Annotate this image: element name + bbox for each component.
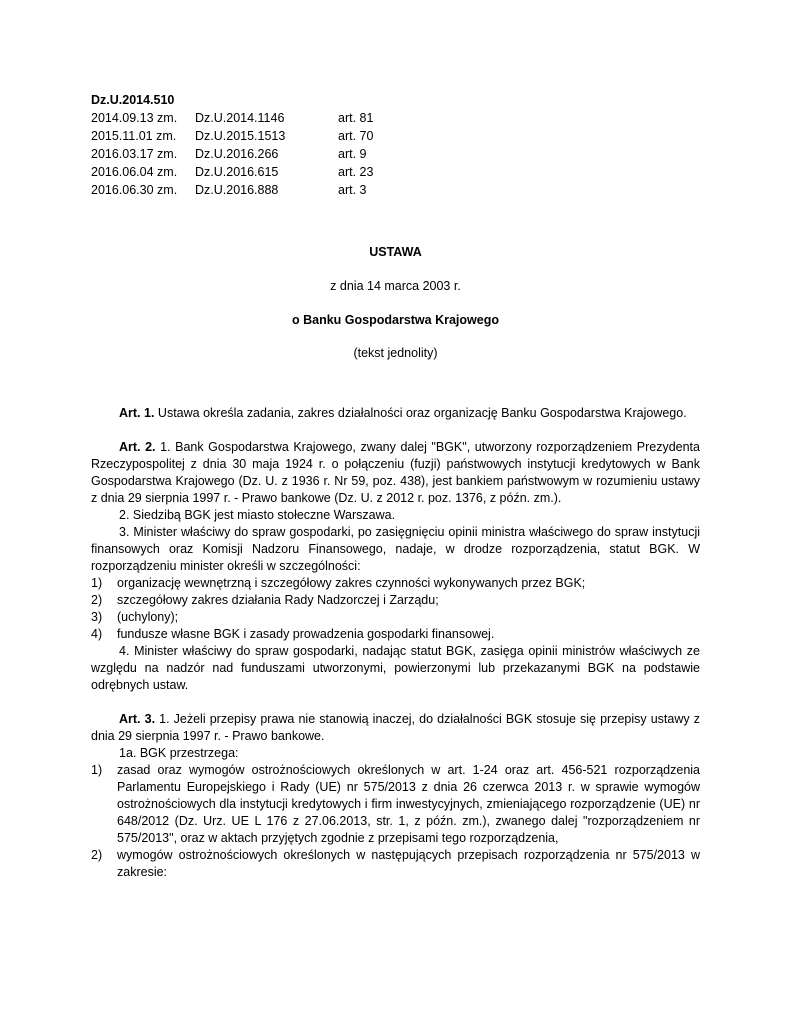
- article-label: Art. 3.: [119, 712, 156, 726]
- article-1: [91, 405, 700, 422]
- article-2-paragraph-3: 3. Minister właściwy do spraw gospodarki, po zasięgnięciu opinii ministra właściwego do spraw instytucji finansowych oraz Komisji Nadzoru Finansowego, nadaje, w drodze rozporządzenia, statut BGK. W rozporządzeniu minister określi w szczególności:: [91, 525, 700, 573]
- article-label: Art. 1.: [119, 406, 155, 420]
- act-date: z dnia 14 marca 2003 r.: [330, 279, 461, 293]
- list-number: 2): [91, 593, 103, 607]
- list-item: [91, 592, 700, 609]
- amendment-row: [91, 146, 418, 164]
- amendment-article: art. 23: [338, 165, 374, 179]
- list-text: zasad oraz wymogów ostrożnościowych określonych w art. 1-24 oraz art. 456-521 rozporządzenia Parlamentu Europejskiego i Rady (UE) nr 575/2013 z dnia 26 czerwca 2013 r. w sprawie wymogów ostrożnościowych dla instytucji kredytowych i firm inwestycyjnych, zmieniającego rozporządzenie (UE) nr 648/2012 (Dz. Urz. UE L 176 z 27.06.2013, str. 1, z późn. zm.), zwanego dalej "rozporządzeniem nr 575/2013", oraz w aktach przyjętych zgodnie z przepisami tego rozporządzenia,: [117, 763, 700, 845]
- article-2-paragraph-2: 2. Siedzibą BGK jest miasto stołeczne Warszawa.: [119, 508, 396, 522]
- article-3-paragraph-1: [91, 711, 700, 745]
- amendment-article: art. 3: [338, 183, 367, 197]
- amendment-ref: Dz.U.2014.1146: [195, 111, 285, 125]
- act-note: (tekst jednolity): [353, 346, 438, 360]
- amendment-ref: Dz.U.2015.1513: [195, 129, 286, 143]
- amendment-ref: Dz.U.2016.615: [195, 165, 279, 179]
- article-2-paragraph-4: 4. Minister właściwy do spraw gospodarki, nadając statut BGK, zasięga opinii ministrów właściwych ze względu na nadzór nad funduszami utworzonymi, powierzonymi lub przekazanymi BGK na podstawie odrębnych ustaw.: [91, 644, 700, 692]
- list-number: 3): [91, 610, 103, 624]
- list-number: 1): [91, 576, 103, 590]
- amendment-date: 2016.06.04 zm.: [91, 165, 178, 179]
- amendment-article: art. 81: [338, 111, 374, 125]
- list-item: [91, 847, 700, 881]
- list-item: [91, 575, 700, 592]
- article-label: Art. 2.: [119, 440, 156, 454]
- article-body: [91, 405, 700, 881]
- amendment-article: art. 9: [338, 147, 367, 161]
- amendment-row: [91, 128, 418, 146]
- act-subject: o Banku Gospodarstwa Krajowego: [292, 313, 499, 327]
- act-type: USTAWA: [369, 245, 422, 259]
- list-text: szczegółowy zakres działania Rady Nadzorczej i Zarządu;: [117, 593, 439, 607]
- article-text: Ustawa określa zadania, zakres działalności oraz organizację Banku Gospodarstwa Krajowego.: [157, 406, 687, 420]
- amendment-date: 2015.11.01 zm.: [91, 129, 177, 143]
- amendment-ref: Dz.U.2016.888: [195, 183, 279, 197]
- paragraph-text: 1. Jeżeli przepisy prawa nie stanowią inaczej, do działalności BGK stosuje się przepisy ustawy z dnia 29 sierpnia 1997 r. - Prawo bankowe.: [91, 712, 700, 743]
- amendment-row: [91, 164, 418, 182]
- amendment-date: 2014.09.13 zm.: [91, 111, 178, 125]
- list-number: 1): [91, 763, 103, 777]
- list-item: [91, 762, 700, 847]
- list-text: wymogów ostrożnościowych określonych w następujących przepisach rozporządzenia nr 575/2013 w zakresie:: [117, 848, 700, 879]
- amendment-date: 2016.03.17 zm.: [91, 147, 178, 161]
- article-2-paragraph-1: [91, 439, 700, 507]
- paragraph-text: 1. Bank Gospodarstwa Krajowego, zwany dalej "BGK", utworzony rozporządzeniem Prezydenta Rzeczypospolitej z dnia 30 maja 1924 r. o połączeniu (fuzji) państwowych instytucji kredytowych w Bank Gospodarstwa Krajowego (Dz. U. z 1936 r. Nr 59, poz. 438), jest bankiem państwowym w rozumieniu ustawy z dnia 29 sierpnia 1997 r. - Prawo bankowe (Dz. U. z 2012 r. poz. 1376, z późn. zm.).: [91, 440, 700, 505]
- list-text: fundusze własne BGK i zasady prowadzenia gospodarki finansowej.: [117, 627, 495, 641]
- article-3-paragraph-1a: 1a. BGK przestrzega:: [119, 746, 239, 760]
- amendment-row: [91, 182, 418, 200]
- journal-reference: Dz.U.2014.510: [91, 93, 175, 107]
- amendment-date: 2016.06.30 zm.: [91, 183, 178, 197]
- list-text: (uchylony);: [117, 610, 179, 624]
- amendment-header: [91, 92, 418, 200]
- amendment-ref: Dz.U.2016.266: [195, 147, 279, 161]
- list-text: organizację wewnętrzną i szczegółowy zakres czynności wykonywanych przez BGK;: [117, 576, 586, 590]
- amendment-row: [91, 110, 418, 128]
- list-item: [91, 609, 700, 626]
- list-number: 2): [91, 848, 103, 862]
- amendment-article: art. 70: [338, 129, 374, 143]
- list-item: [91, 626, 700, 643]
- list-number: 4): [91, 627, 103, 641]
